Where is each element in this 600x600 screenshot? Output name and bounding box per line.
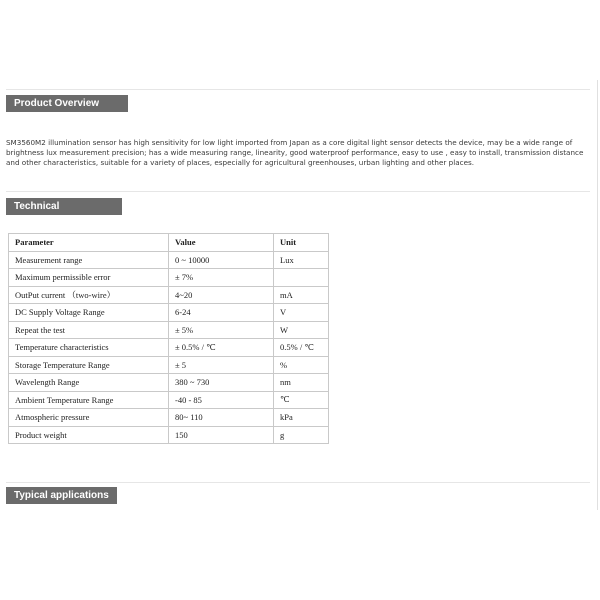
table-row (9, 304, 329, 322)
technical-parameters-table (8, 233, 329, 444)
table-row (9, 286, 329, 304)
header-parameter: Parameter (9, 234, 169, 252)
cell-value: ± 5% (169, 321, 274, 339)
cell-parameter: Atmospheric pressure (9, 409, 169, 427)
table-row (9, 269, 329, 287)
cell-parameter: Storage Temperature Range (9, 356, 169, 374)
cell-value: 0 ~ 10000 (169, 251, 274, 269)
cell-value: 150 (169, 426, 274, 444)
divider (6, 482, 590, 483)
cell-parameter: Repeat the test (9, 321, 169, 339)
cell-parameter: Temperature characteristics (9, 339, 169, 357)
cell-value: 80~ 110 (169, 409, 274, 427)
cell-parameter: DC Supply Voltage Range (9, 304, 169, 322)
divider (6, 89, 590, 90)
section-title-overview: Product Overview (6, 95, 128, 112)
cell-unit (274, 269, 329, 287)
cell-parameter: Wavelength Range (9, 374, 169, 392)
section-title-technical: Technical Parameters (6, 198, 122, 215)
table-row (9, 426, 329, 444)
table-header-row (9, 234, 329, 252)
cell-value: 6-24 (169, 304, 274, 322)
cell-unit: V (274, 304, 329, 322)
cell-unit: 0.5% / ℃ (274, 339, 329, 357)
cell-parameter: Ambient Temperature Range (9, 391, 169, 409)
divider (6, 191, 590, 192)
cell-unit: ℃ (274, 391, 329, 409)
header-value: Value (169, 234, 274, 252)
cell-value: 380 ~ 730 (169, 374, 274, 392)
cell-value: -40 - 85 (169, 391, 274, 409)
cell-value: ± 7% (169, 269, 274, 287)
cell-unit: nm (274, 374, 329, 392)
cell-unit: W (274, 321, 329, 339)
table-row (9, 409, 329, 427)
section-title-applications: Typical applications (6, 487, 117, 504)
cell-unit: kPa (274, 409, 329, 427)
cell-unit: Lux (274, 251, 329, 269)
table-row (9, 374, 329, 392)
cell-value: 4~20 (169, 286, 274, 304)
table-row (9, 339, 329, 357)
cell-parameter: Measurement range (9, 251, 169, 269)
table-row (9, 251, 329, 269)
cell-parameter: Maximum permissible error (9, 269, 169, 287)
table-row (9, 391, 329, 409)
header-unit: Unit (274, 234, 329, 252)
cell-parameter: Product weight (9, 426, 169, 444)
cell-unit: mA (274, 286, 329, 304)
cell-unit: g (274, 426, 329, 444)
table-row (9, 321, 329, 339)
cell-unit: % (274, 356, 329, 374)
table-row (9, 356, 329, 374)
cell-parameter: OutPut current （two-wire） (9, 286, 169, 304)
page-edge-line (597, 80, 598, 510)
cell-value: ± 0.5% / ℃ (169, 339, 274, 357)
overview-paragraph: SM3560M2 illumination sensor has high sensitivity for low light imported from Japan as a core digital light sensor detects the device, may be a wide range of brightness lux measurement precision; has a wide measuring range, linearity, good waterproof performance, easy to use , easy to install, transmission distance and other characteristics, suitable for a variety of places, especially for agricultural greenhouses, urban lighting and other places. (6, 138, 584, 167)
cell-value: ± 5 (169, 356, 274, 374)
